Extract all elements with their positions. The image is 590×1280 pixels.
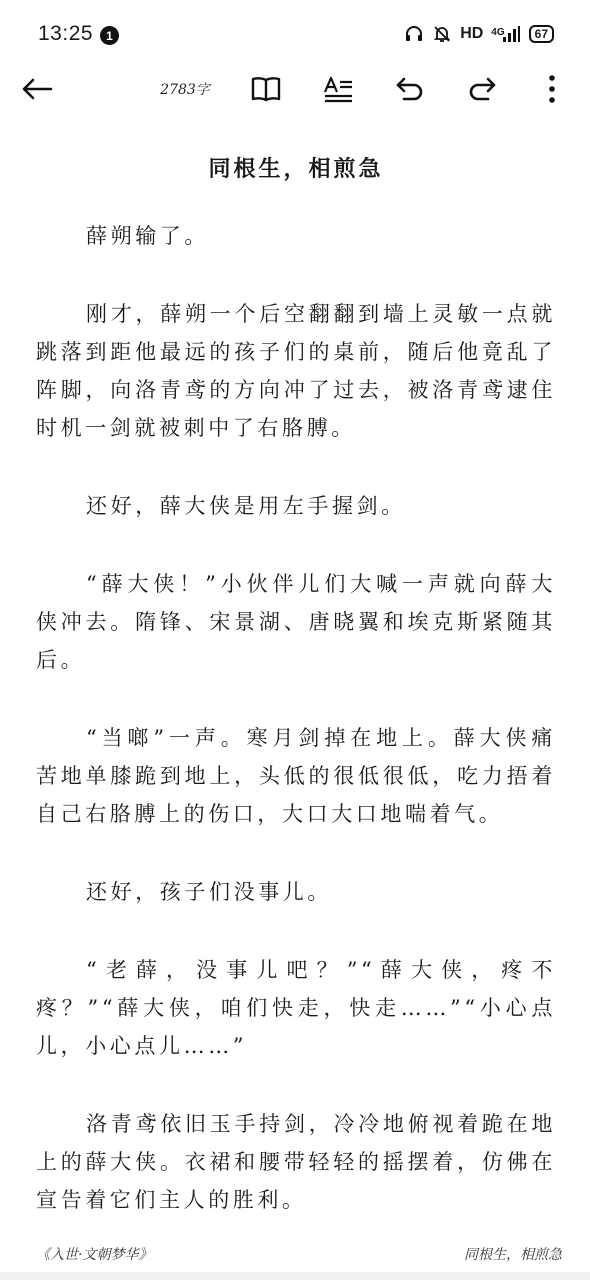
- paragraph: 还好，薛大侠是用左手握剑。: [86, 494, 406, 518]
- book-icon: [250, 75, 282, 103]
- status-bar: [0, 0, 590, 64]
- status-time: 13:25: [38, 22, 94, 45]
- hd-label: HD: [460, 25, 484, 42]
- word-count-button[interactable]: [150, 72, 220, 106]
- back-button[interactable]: [18, 72, 56, 106]
- signal-group: [491, 24, 520, 44]
- article-body: [36, 140, 556, 1259]
- paragraph: 洛青鸢依旧玉手持剑，冷冷地俯视着跪在地上的薛大侠。衣裙和腰带轻轻的摇摆着，仿佛在宣告着它们主人的胜利。: [36, 1112, 556, 1212]
- word-count: 2783字: [160, 82, 210, 98]
- more-options-button[interactable]: [540, 72, 564, 106]
- footer-chapter-title: 同根生，相煎急: [464, 1247, 562, 1263]
- more-icon: [548, 74, 556, 104]
- redo-button[interactable]: [464, 72, 500, 106]
- reader-toolbar: [0, 64, 590, 114]
- paragraph: 还好，孩子们没事儿。: [86, 880, 332, 904]
- gesture-bar: [0, 1272, 590, 1280]
- reader-footer: [36, 1240, 562, 1268]
- battery-indicator: 67: [529, 25, 554, 43]
- text-format-button[interactable]: [320, 72, 356, 106]
- paragraph: “老薛，没事儿吧？”“薛大侠，疼不疼？”“薛大侠，咱们快走，快走……”“小心点儿，小心点儿……”: [36, 958, 556, 1058]
- mute-bell-icon: [432, 24, 452, 44]
- back-arrow-icon: [21, 77, 53, 101]
- chapter-title: 同根生，相煎急: [208, 156, 384, 182]
- paragraph: “当啷”一声。寒月剑掉在地上。薛大侠痛苦地单膝跪到地上，头低的很低很低，吃力捂着自己右胳膊上的伤口，大口大口地喘着气。: [36, 726, 556, 826]
- status-icons: [404, 24, 554, 44]
- undo-button[interactable]: [392, 72, 428, 106]
- paragraph: “薛大侠！”小伙伴儿们大喊一声就向薛大侠冲去。隋锋、宋景湖、唐晓翼和埃克斯紧随其后。: [36, 572, 556, 672]
- redo-icon: [466, 75, 498, 103]
- network-label: 4G: [491, 27, 505, 38]
- paragraph: 薛朔输了。: [86, 224, 209, 248]
- footer-book-title: 《入世·文朝梦华》: [36, 1247, 153, 1263]
- undo-icon: [394, 75, 426, 103]
- table-of-contents-button[interactable]: [248, 72, 284, 106]
- paragraph: 刚才，薛朔一个后空翻翻到墙上灵敏一点就跳落到距他最远的孩子们的桌前，随后他竟乱了阵脚，向洛青鸢的方向冲了过去，被洛青鸢逮住时机一剑就被刺中了右胳膊。: [36, 302, 556, 440]
- headphones-icon: [404, 24, 424, 44]
- notification-badge: 1: [100, 26, 119, 45]
- text-format-icon: [322, 75, 354, 103]
